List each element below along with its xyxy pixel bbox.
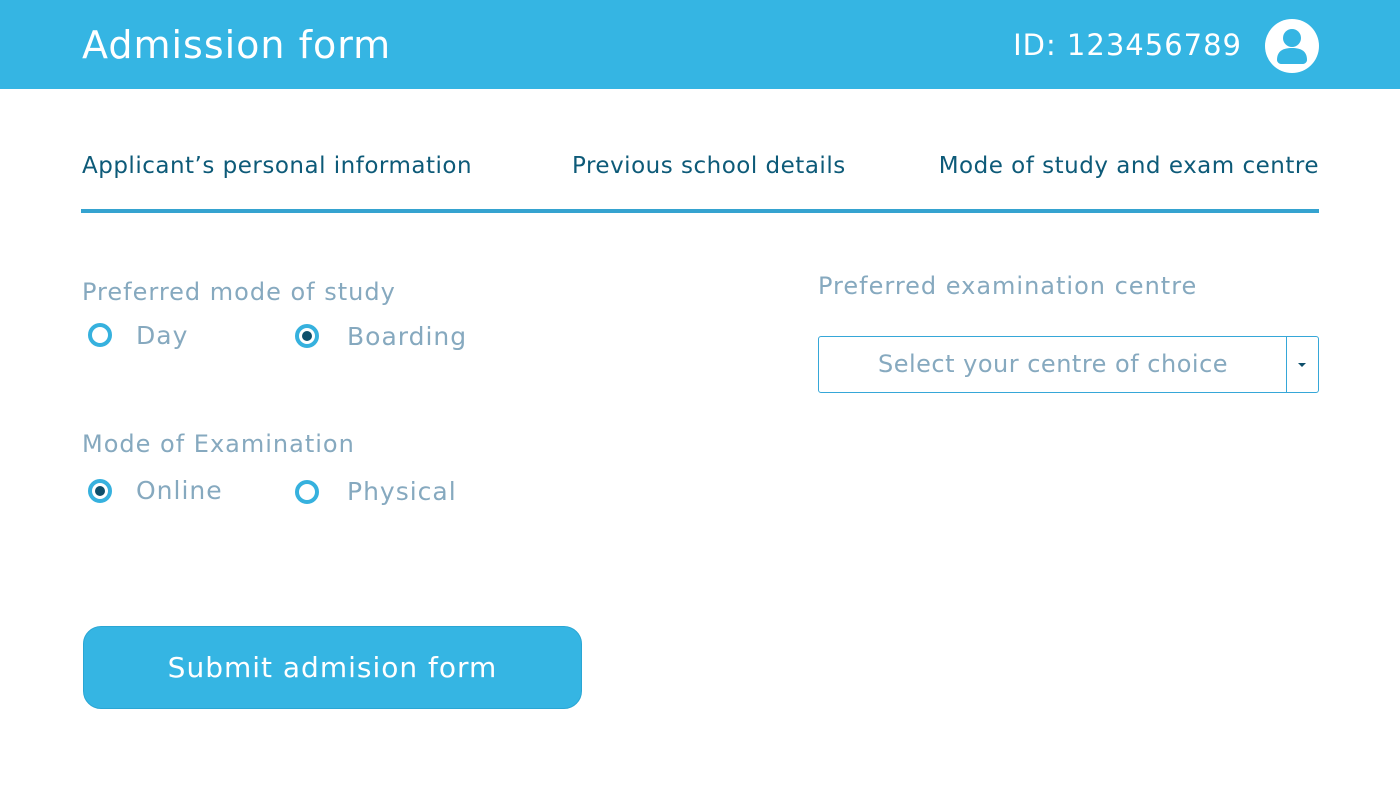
exam-centre-label: Preferred examination centre <box>818 272 1198 300</box>
tab-study-mode-exam-centre[interactable]: Mode of study and exam centre <box>938 153 1319 179</box>
tab-personal-information[interactable]: Applicant’s personal information <box>82 153 473 179</box>
user-avatar-icon[interactable] <box>1265 19 1319 73</box>
radio-physical[interactable] <box>295 480 319 504</box>
tab-previous-school[interactable]: Previous school details <box>572 153 846 179</box>
page-title: Admission form <box>82 23 392 67</box>
select-divider <box>1286 337 1287 392</box>
study-mode-label: Preferred mode of study <box>82 278 396 306</box>
radio-online[interactable] <box>88 479 112 503</box>
radio-online-label[interactable]: Online <box>136 476 223 505</box>
applicant-id: ID: 123456789 <box>1013 28 1242 62</box>
exam-centre-placeholder: Select your centre of choice <box>877 350 1229 378</box>
tab-underline <box>81 209 1319 213</box>
radio-day-label[interactable]: Day <box>136 321 189 350</box>
radio-boarding-label[interactable]: Boarding <box>347 322 468 351</box>
radio-day[interactable] <box>88 323 112 347</box>
exam-centre-select[interactable] <box>818 336 1319 393</box>
caret-down-icon[interactable] <box>1298 363 1306 367</box>
app-header <box>0 0 1400 89</box>
radio-boarding[interactable] <box>295 324 319 348</box>
exam-mode-label: Mode of Examination <box>82 430 355 458</box>
submit-button[interactable]: Submit admision form <box>83 626 582 709</box>
radio-physical-label[interactable]: Physical <box>347 477 457 506</box>
